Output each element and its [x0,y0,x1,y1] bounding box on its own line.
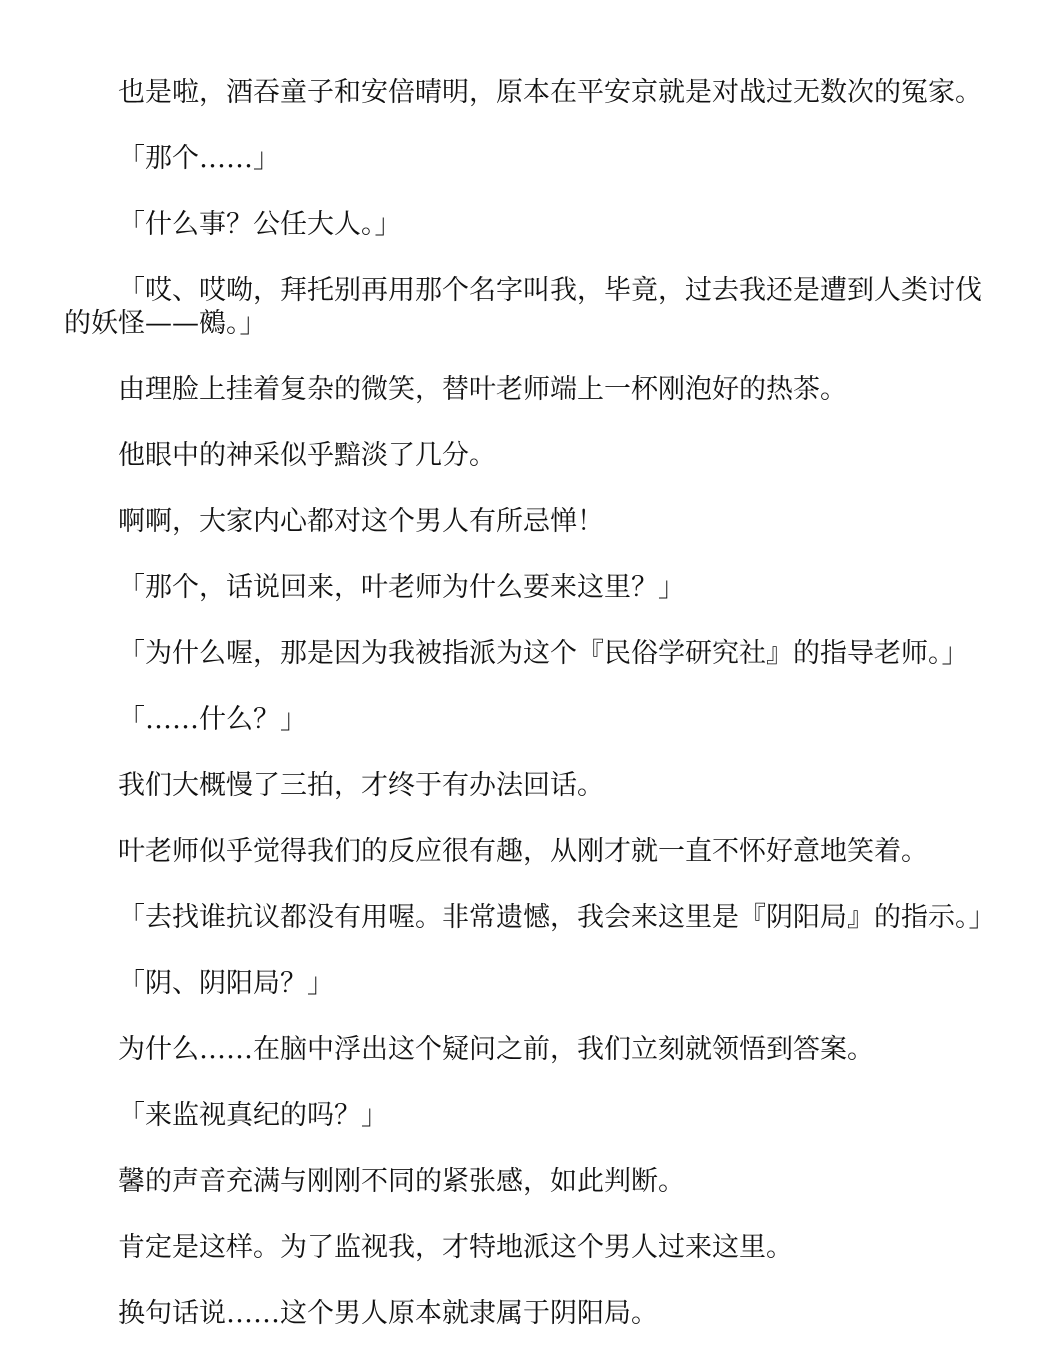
paragraph: 叶老师似乎觉得我们的反应很有趣，从刚才就一直不怀好意地笑着。 [118,836,928,867]
paragraph: 啊啊，大家内心都对这个男人有所忌惮！ [118,506,604,537]
paragraph: 「来监视真纪的吗？」 [118,1100,388,1131]
paragraph: 也是啦，酒吞童子和安倍晴明，原本在平安京就是对战过无数次的冤家。 [118,77,982,108]
paragraph: 肯定是这样。为了监视我，才特地派这个男人过来这里。 [118,1232,793,1263]
paragraph: 「那个……」 [118,143,280,174]
paragraph: 「阴、阴阳局？」 [118,968,334,999]
paragraph: 「什么事？公任大人。」 [118,209,402,240]
paragraph: 换句话说……这个男人原本就隶属于阴阳局。 [118,1298,658,1329]
paragraph: 他眼中的神采似乎黯淡了几分。 [118,440,496,471]
paragraph: 馨的声音充满与刚刚不同的紧张感，如此判断。 [118,1166,685,1197]
paragraph: 为什么……在脑中浮出这个疑问之前，我们立刻就领悟到答案。 [118,1034,874,1065]
paragraph: 由理脸上挂着复杂的微笑，替叶老师端上一杯刚泡好的热茶。 [118,374,847,405]
paragraph: 「为什么喔，那是因为我被指派为这个『民俗学研究社』的指导老师。」 [118,638,969,669]
paragraph: 「……什么？」 [118,704,307,735]
paragraph: 我们大概慢了三拍，才终于有办法回话。 [118,770,604,801]
paragraph: 「哎、哎呦，拜托别再用那个名字叫我，毕竟，过去我还是遭到人类讨伐的妖怪——鵺。」 [64,275,982,339]
paragraph: 「去找谁抗议都没有用喔。非常遗憾，我会来这里是『阴阳局』的指示。」 [118,902,996,933]
paragraph: 「那个，话说回来，叶老师为什么要来这里？」 [118,572,685,603]
